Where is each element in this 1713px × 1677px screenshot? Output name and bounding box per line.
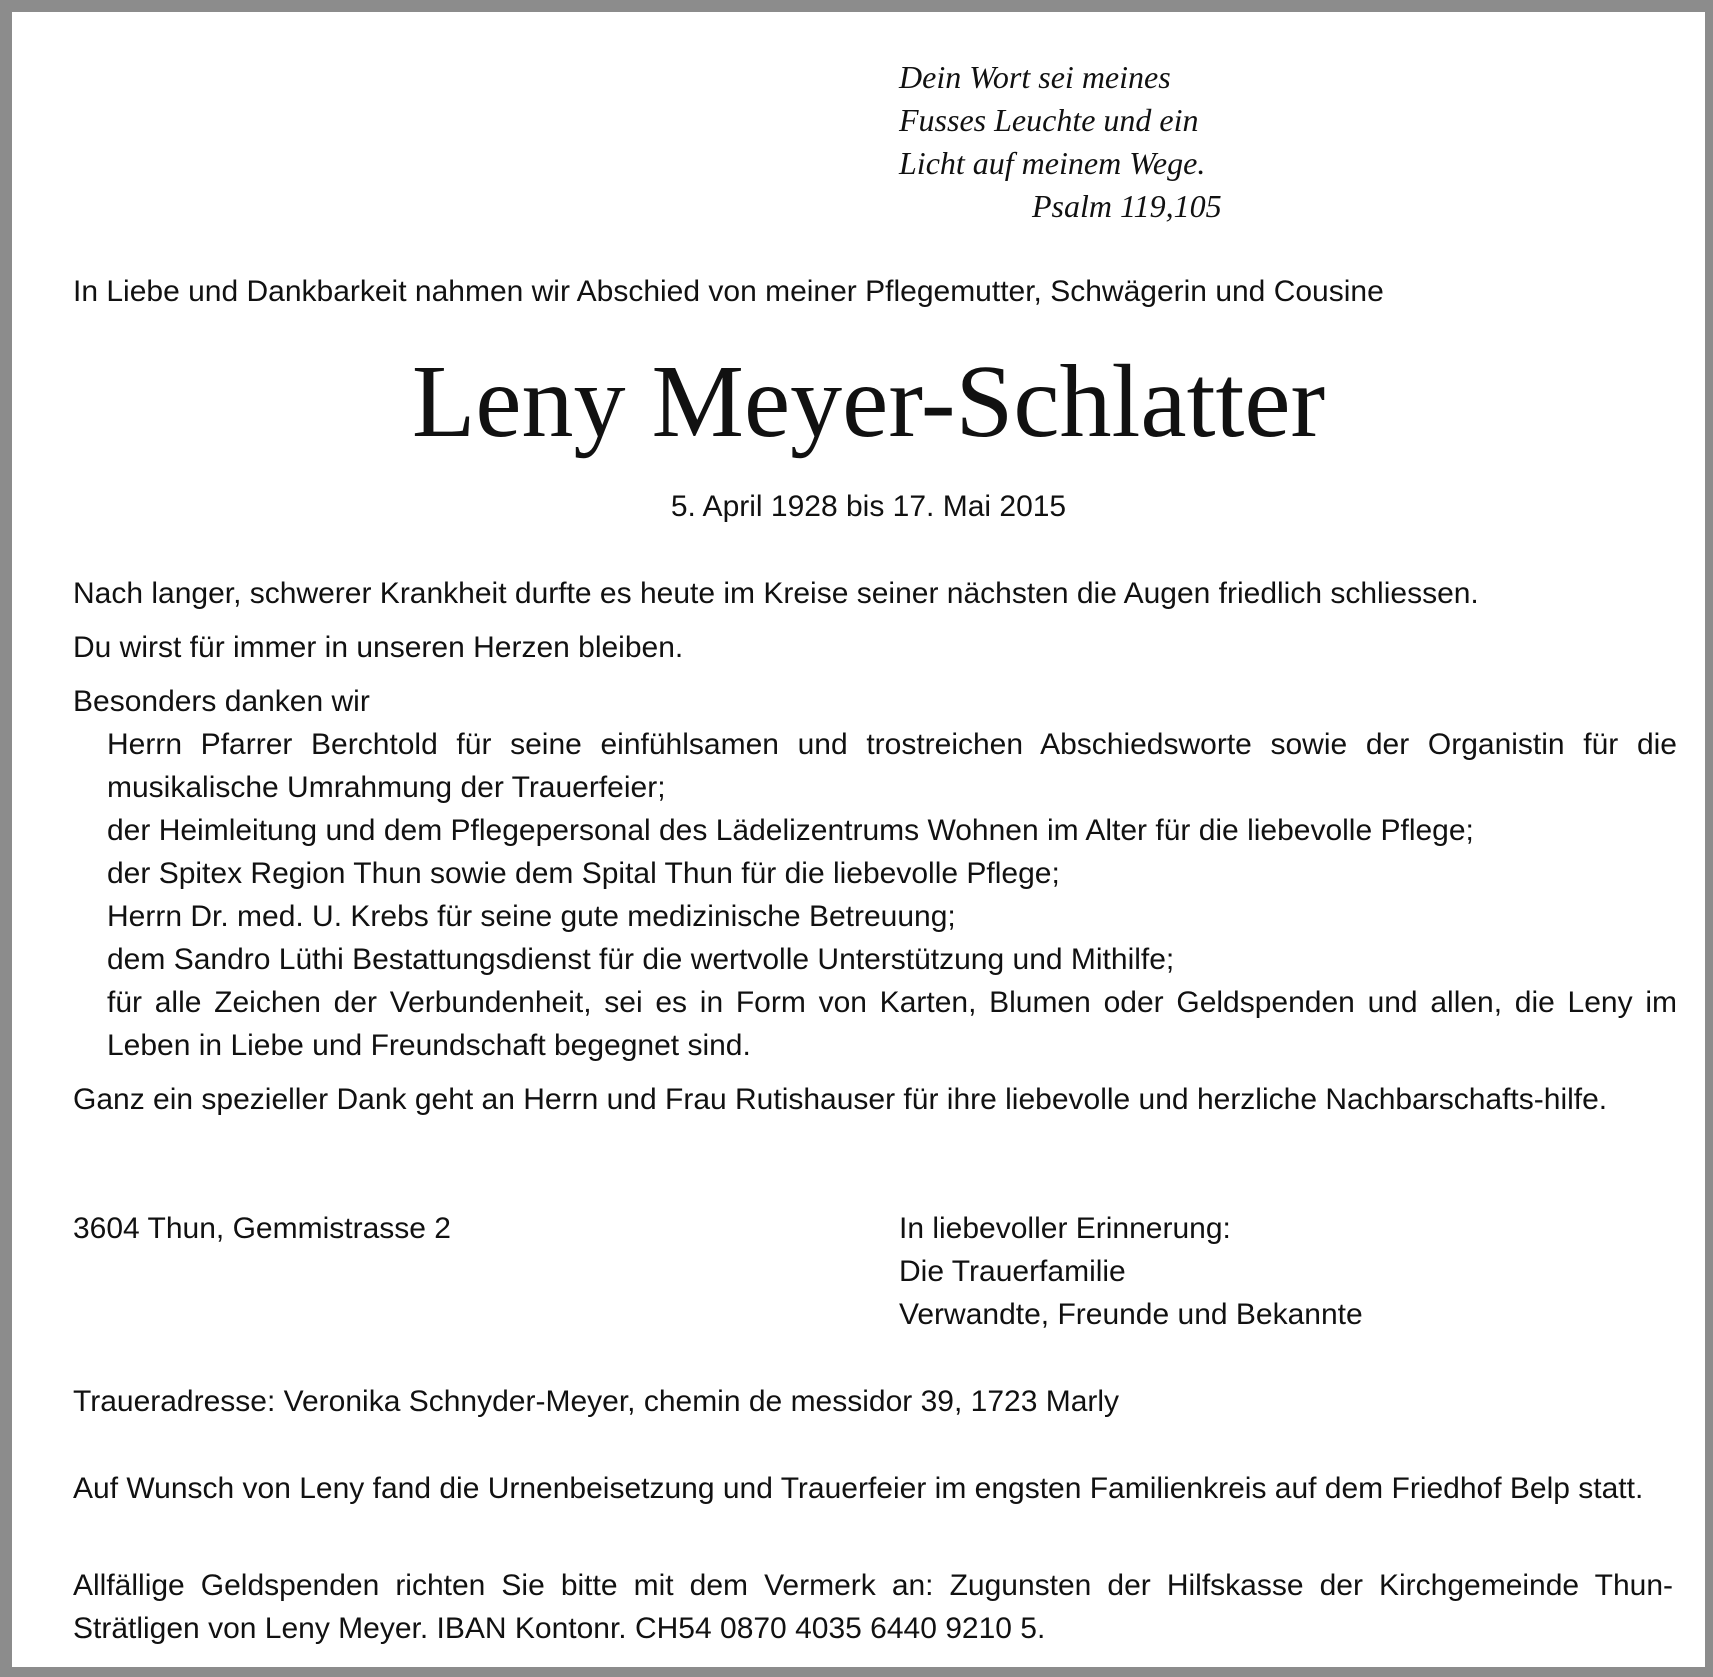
special-thanks: Ganz ein spezieller Dank geht an Herrn und Frau Rutishauser für ihre liebevolle und herzliche Nachbarschafts-hilfe.	[73, 1083, 1608, 1116]
psalm-motto	[899, 56, 1222, 228]
motto-line: Licht auf meinem Wege.	[899, 145, 1206, 181]
life-dates: 5. April 1928 bis 17. Mai 2015	[670, 490, 1067, 523]
thanks-item: dem Sandro Lüthi Bestattungsdienst für die wertvolle Unterstützung und Mithilfe;	[107, 943, 1175, 976]
mourning-address: Traueradresse: Veronika Schnyder-Meyer, chemin de messidor 39, 1723 Marly	[73, 1385, 1120, 1418]
thanks-item: der Heimleitung und dem Pflegepersonal des Lädelizentrums Wohnen im Alter für die liebevolle Pflege;	[107, 814, 1474, 847]
signature-line: Verwandte, Freunde und Bekannte	[899, 1298, 1363, 1331]
thanks-item: Herrn Dr. med. U. Krebs für seine gute medizinische Betreuung;	[107, 900, 956, 933]
paragraph-remembrance: Du wirst für immer in unseren Herzen bleiben.	[73, 631, 684, 664]
funeral-note: Auf Wunsch von Leny fand die Urnenbeisetzung und Trauerfeier im engsten Familienkreis auf dem Friedhof Belp statt.	[73, 1472, 1644, 1505]
deceased-name: Leny Meyer-Schlatter	[411, 344, 1326, 459]
signature-block	[899, 1207, 1363, 1336]
thanks-list	[107, 723, 1677, 1067]
thanks-item: Herrn Pfarrer Berchtold für seine einfühlsamen und trostreichen Abschiedsworte sowie der Organistin für die musikalische Umrahmung der Trauerfeier;	[107, 728, 1677, 804]
motto-line: Dein Wort sei meines	[899, 59, 1171, 95]
signature-line: Die Trauerfamilie	[899, 1255, 1126, 1288]
intro-text: In Liebe und Dankbarkeit nahmen wir Abschied von meiner Pflegemutter, Schwägerin und Cousine	[73, 275, 1384, 308]
thanks-heading: Besonders danken wir	[73, 685, 370, 718]
thanks-item: der Spitex Region Thun sowie dem Spital Thun für die liebevolle Pflege;	[107, 857, 1060, 890]
signature-line: In liebevoller Erinnerung:	[899, 1212, 1231, 1245]
psalm-reference: Psalm 119,105	[1032, 188, 1222, 224]
donations-note: Allfällige Geldspenden richten Sie bitte mit dem Vermerk an: Zugunsten der Hilfskasse der Kirchgemeinde Thun-Strätligen von Leny Meyer. IBAN Kontonr. CH54 0870 4035 6440 9210 5.	[73, 1569, 1673, 1645]
thanks-item: für alle Zeichen der Verbundenheit, sei es in Form von Karten, Blumen oder Geldspenden und allen, die Leny im Leben in Liebe und Freundschaft begegnet sind.	[107, 986, 1677, 1062]
motto-line: Fusses Leuchte und ein	[899, 102, 1199, 138]
home-address: 3604 Thun, Gemmistrasse 2	[73, 1212, 451, 1245]
paragraph-illness: Nach langer, schwerer Krankheit durfte es heute im Kreise seiner nächsten die Augen friedlich schliessen.	[73, 577, 1479, 610]
